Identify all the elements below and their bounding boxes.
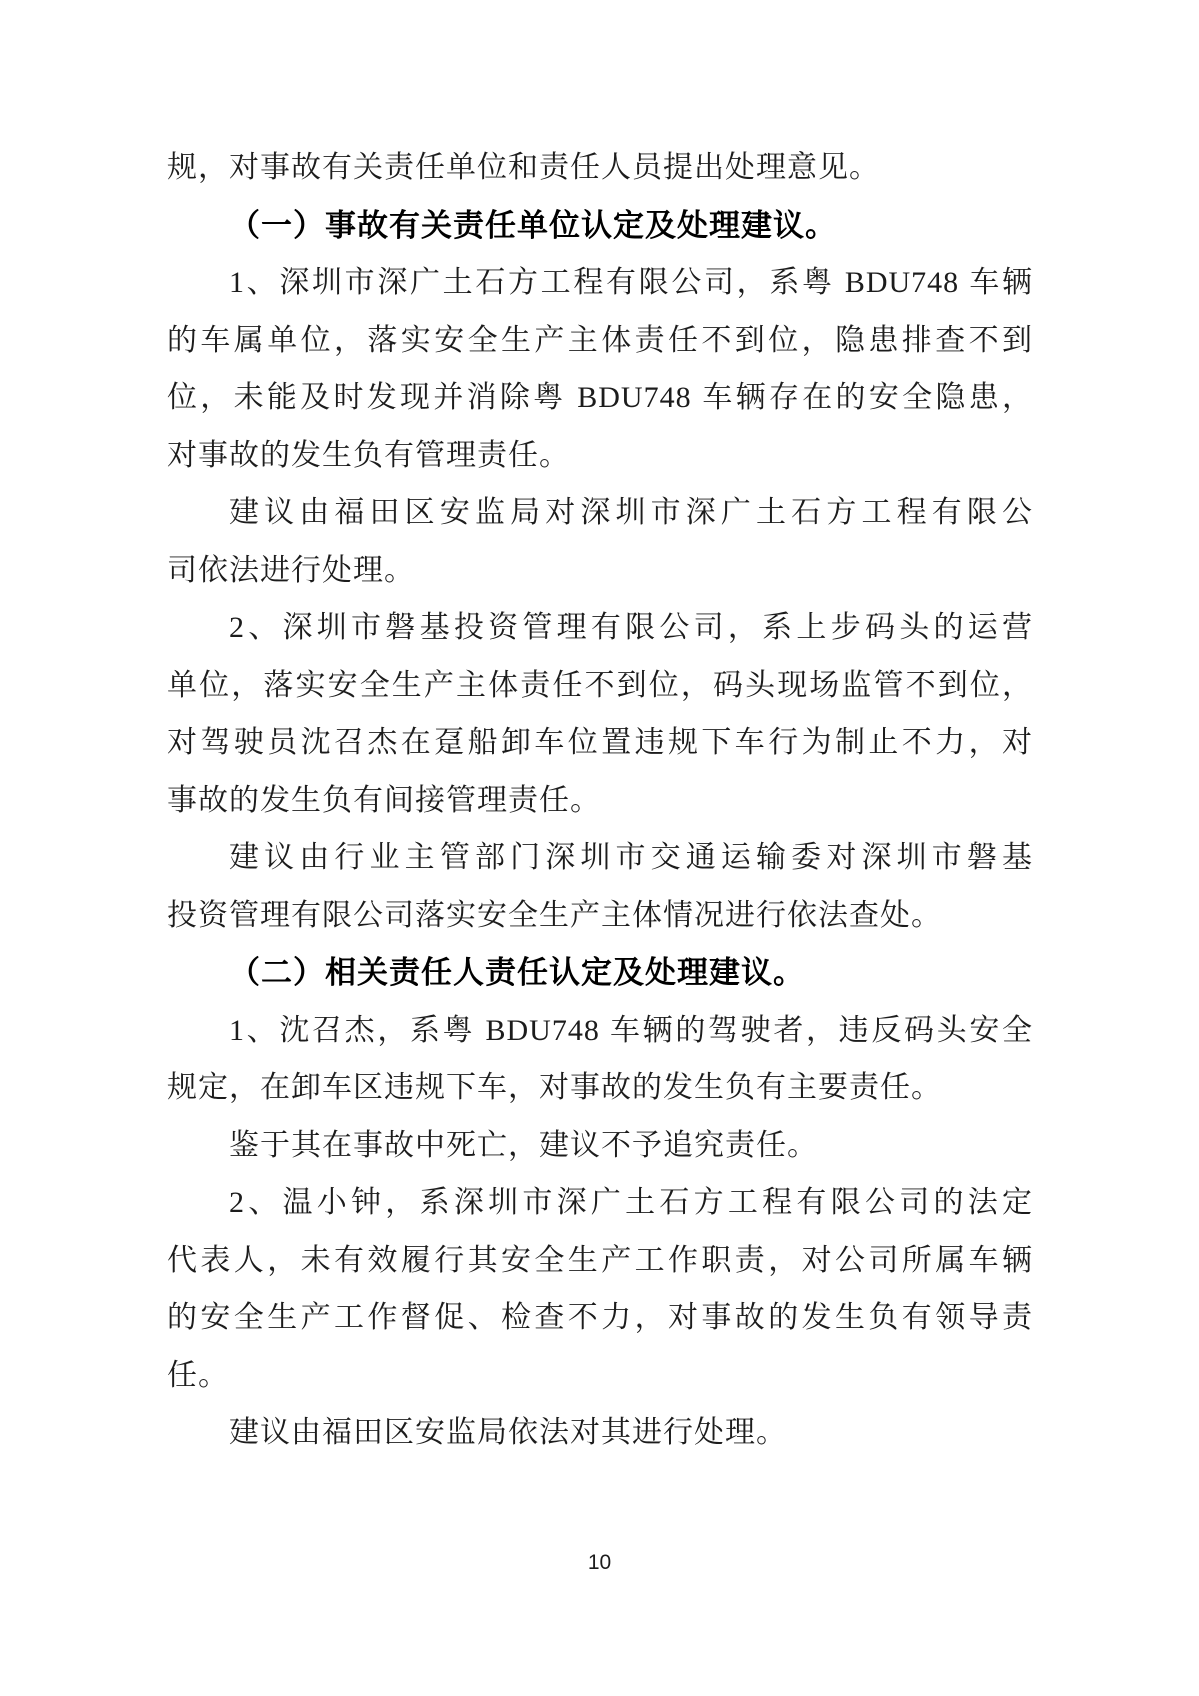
body-line: 任。: [167, 1358, 229, 1392]
body-line: 鉴于其在事故中死亡，建议不予追究责任。: [229, 1128, 818, 1162]
body-line: 对驾驶员沈召杰在趸船卸车位置违规下车行为制止不力，对: [167, 726, 1033, 759]
body-line: 建议由福田区安监局依法对其进行处理。: [229, 1416, 787, 1449]
body-line: 对事故的发生负有管理责任。: [167, 438, 570, 472]
body-line: 1、深圳市深广土石方工程有限公司，系粤 BDU748 车辆: [229, 266, 1033, 299]
body-line: 代表人，未有效履行其安全生产工作职责，对公司所属车辆: [167, 1243, 1033, 1277]
section-heading-1: （一）事故有关责任单位认定及处理建议。: [229, 207, 837, 243]
body-line: 规，对事故有关责任单位和责任人员提出处理意见。: [167, 151, 880, 184]
body-line: 的安全生产工作督促、检查不力，对事故的发生负有领导责: [167, 1301, 1033, 1334]
body-line: 建议由福田区安监局对深圳市深广土石方工程有限公: [229, 496, 1033, 529]
body-line: 的车属单位，落实安全生产主体责任不到位，隐患排查不到: [167, 323, 1033, 357]
document-body: [167, 139, 1033, 1462]
body-line: 1、沈召杰，系粤 BDU748 车辆的驾驶者，违反码头安全: [229, 1013, 1033, 1047]
body-line: 单位，落实安全生产主体责任不到位，码头现场监管不到位，: [167, 668, 1033, 702]
body-line: 事故的发生负有间接管理责任。: [167, 783, 601, 817]
body-line: 投资管理有限公司落实安全生产主体情况进行依法查处。: [167, 898, 942, 932]
body-line: 2、深圳市磐基投资管理有限公司，系上步码头的运营: [229, 611, 1033, 644]
body-line: 2、温小钟，系深圳市深广土石方工程有限公司的法定: [229, 1186, 1033, 1219]
body-line: 位，未能及时发现并消除粤 BDU748 车辆存在的安全隐患，: [167, 381, 1033, 414]
body-line: 建议由行业主管部门深圳市交通运输委对深圳市磐基: [229, 841, 1033, 874]
body-line: 规定，在卸车区违规下车，对事故的发生负有主要责任。: [167, 1071, 942, 1104]
section-heading-2: （二）相关责任人责任认定及处理建议。: [229, 955, 805, 990]
body-line: 司依法进行处理。: [167, 553, 415, 587]
page-number: 10: [587, 1551, 612, 1574]
